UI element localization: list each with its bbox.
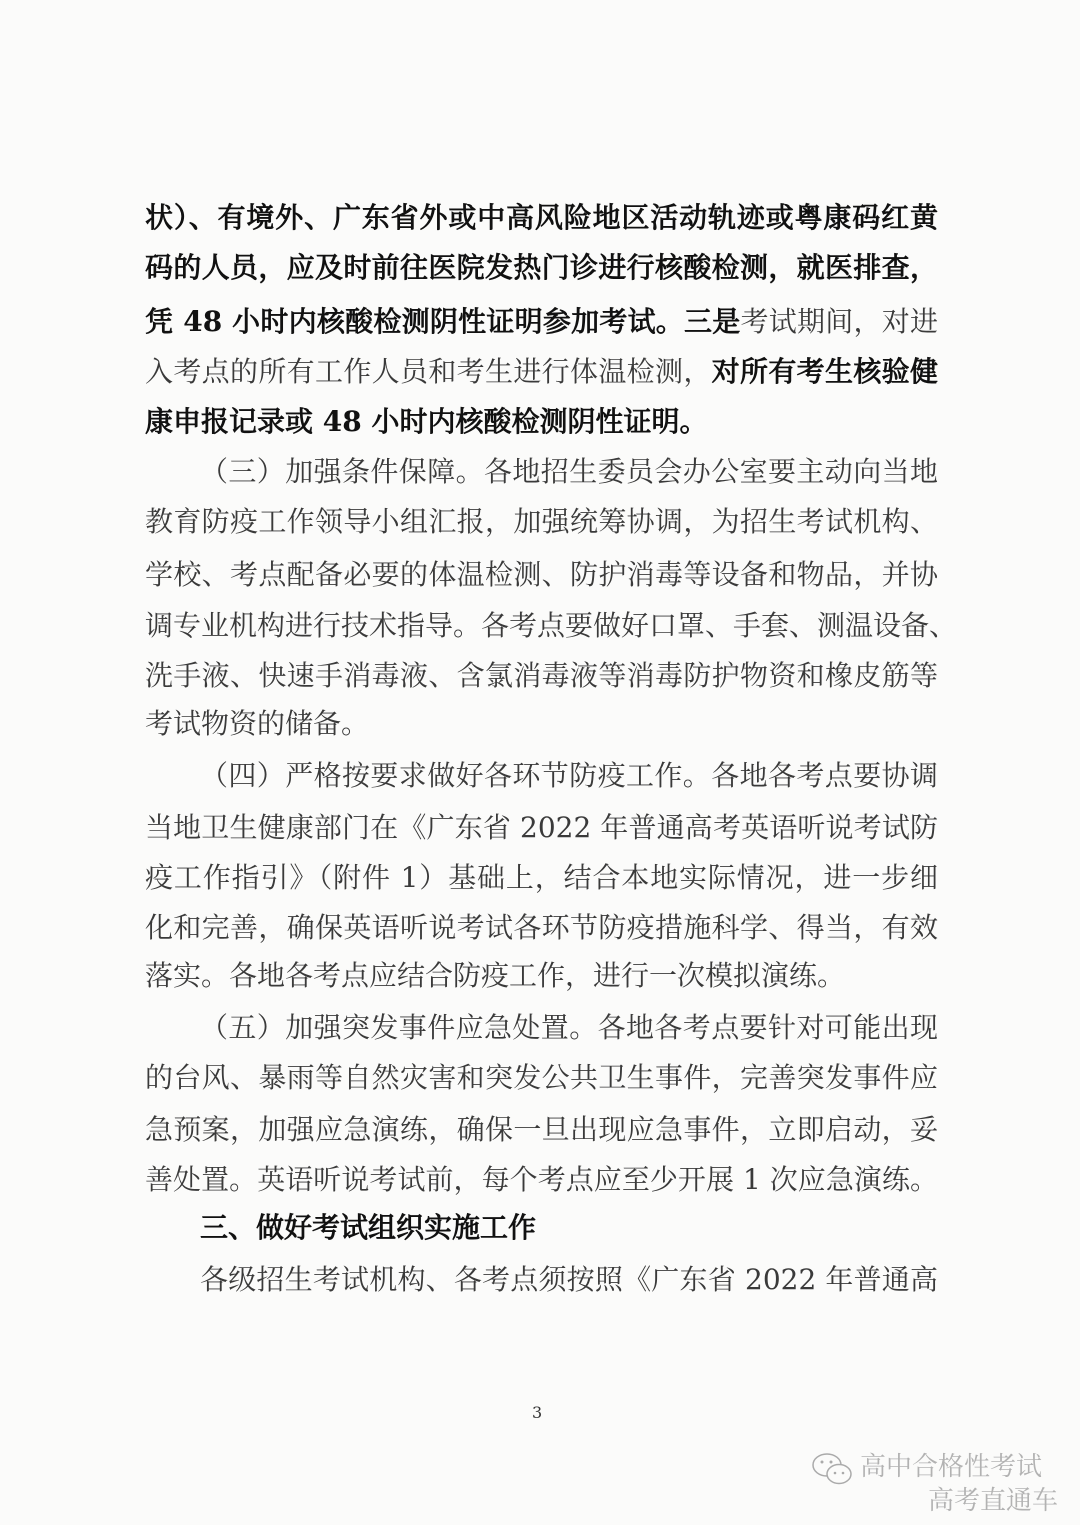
text-line	[145, 243, 938, 293]
text-line	[145, 297, 938, 347]
body-text: 落实。各地各考点应结合防疫工作，进行一次模拟演练。	[145, 959, 846, 992]
text-line	[145, 651, 938, 701]
body-text: 急预案，加强应急演练，确保一旦出现应急事件，立即启动，妥	[145, 1113, 938, 1146]
wechat-icon	[810, 1450, 856, 1490]
text-line	[200, 1255, 938, 1305]
body-text: 疫工作指引》（附件 1）基础上，结合本地实际情况，进一步细	[145, 861, 938, 894]
page-number: 3	[532, 1403, 543, 1422]
text-line	[145, 550, 938, 600]
body-text: 洗手液、快速手消毒液、含氯消毒液等消毒防护物资和橡皮筋等	[145, 659, 938, 692]
body-text: 考试物资的储备。	[145, 707, 370, 740]
text-line	[145, 853, 938, 903]
text-line	[200, 1003, 938, 1053]
bold-text: 码的人员，应及时前往医院发热门诊进行核酸检测，就医排查，	[145, 251, 938, 284]
body-text: （四）严格按要求做好各环节防疫工作。各地各考点要协调	[200, 759, 938, 792]
body-text: 善处置。英语听说考试前，每个考点应至少开展 1 次应急演练。	[145, 1163, 938, 1196]
body-text: 调专业机构进行技术指导。各考点要做好口罩、手套、测温设备、	[145, 609, 958, 642]
text-line	[200, 751, 938, 801]
watermark-account-name: 高中合格性考试	[860, 1452, 1043, 1482]
watermark-overlay-text: 高考直通车	[928, 1486, 1059, 1516]
bold-text: 康申报记录或 48 小时内核酸检测阴性证明。	[145, 405, 708, 438]
body-text: 入考点的所有工作人员和考生进行体温检测，	[145, 355, 712, 388]
text-line	[145, 497, 938, 547]
watermark	[810, 1448, 1070, 1520]
text-line	[145, 903, 938, 953]
bold-text: 三、做好考试组织实施工作	[200, 1211, 537, 1244]
body-text: 化和完善，确保英语听说考试各环节防疫措施科学、得当，有效	[145, 911, 938, 944]
body-text: 考试期间，对进	[740, 305, 938, 338]
body-text: 当地卫生健康部门在《广东省 2022 年普通高考英语听说考试防	[145, 811, 938, 844]
bold-text: 状）、有境外、广东省外或中高风险地区活动轨迹或粤康码红黄	[145, 201, 938, 234]
bold-text: 对所有考生核验健	[711, 355, 938, 388]
text-line	[145, 803, 938, 853]
text-line	[200, 1203, 938, 1253]
body-text: 各级招生考试机构、各考点须按照《广东省 2022 年普通高	[200, 1263, 938, 1296]
body-text: 学校、考点配备必要的体温检测、防护消毒等设备和物品，并协	[145, 558, 938, 591]
text-line	[145, 601, 958, 651]
bold-text: 凭 48 小时内核酸检测阴性证明参加考试。三是	[145, 305, 741, 338]
body-text: （三）加强条件保障。各地招生委员会办公室要主动向当地	[200, 455, 938, 488]
body-text: 的台风、暴雨等自然灾害和突发公共卫生事件，完善突发事件应	[145, 1061, 938, 1094]
text-line	[145, 951, 845, 1001]
text-line	[145, 347, 938, 397]
text-line	[200, 447, 938, 497]
text-line	[145, 1105, 938, 1155]
text-line	[145, 193, 938, 243]
text-line	[145, 397, 707, 447]
text-line	[145, 1155, 938, 1205]
body-text: 教育防疫工作领导小组汇报，加强统筹协调，为招生考试机构、	[145, 505, 938, 538]
body-text: （五）加强突发事件应急处置。各地各考点要针对可能出现	[200, 1011, 938, 1044]
text-line	[145, 699, 369, 749]
text-line	[145, 1053, 938, 1103]
